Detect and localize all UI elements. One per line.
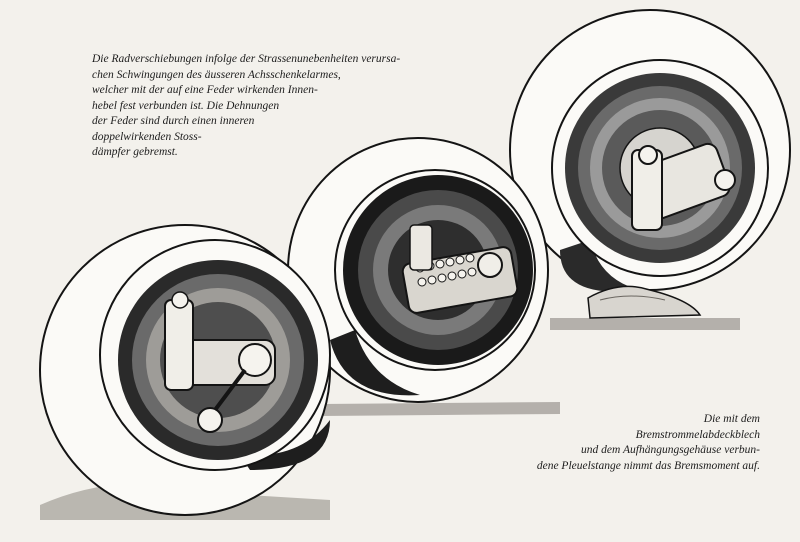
- caption-top-line: der Feder sind durch einen inneren: [92, 115, 255, 127]
- caption-top-line: dämpfer gebremst.: [92, 146, 178, 158]
- caption-bottom-line: Die mit dem: [703, 413, 760, 425]
- caption-top: [92, 52, 452, 161]
- caption-bottom: [470, 412, 760, 474]
- caption-top-line: doppelwirkenden Stoss-: [92, 130, 202, 143]
- caption-top-line: chen Schwingungen des äusseren Achsschenkelarmes,: [92, 68, 341, 81]
- wheel-left: [40, 225, 330, 515]
- caption-bottom-line: Bremstrommelabdeckblech: [635, 428, 760, 441]
- caption-top-line: Die Radverschiebungen infolge der Strassenunebenheiten verursa-: [92, 53, 401, 65]
- caption-top-line: hebel fest verbunden ist. Die Dehnungen: [92, 99, 280, 112]
- caption-bottom-line: dene Pleuelstange nimmt das Bremsmoment auf.: [536, 459, 760, 472]
- wheel-right: [510, 10, 790, 318]
- caption-bottom-line: und dem Aufhängungsgehäuse verbun-: [581, 444, 760, 456]
- caption-top-line: welcher mit der auf eine Feder wirkenden Innen-: [92, 84, 318, 96]
